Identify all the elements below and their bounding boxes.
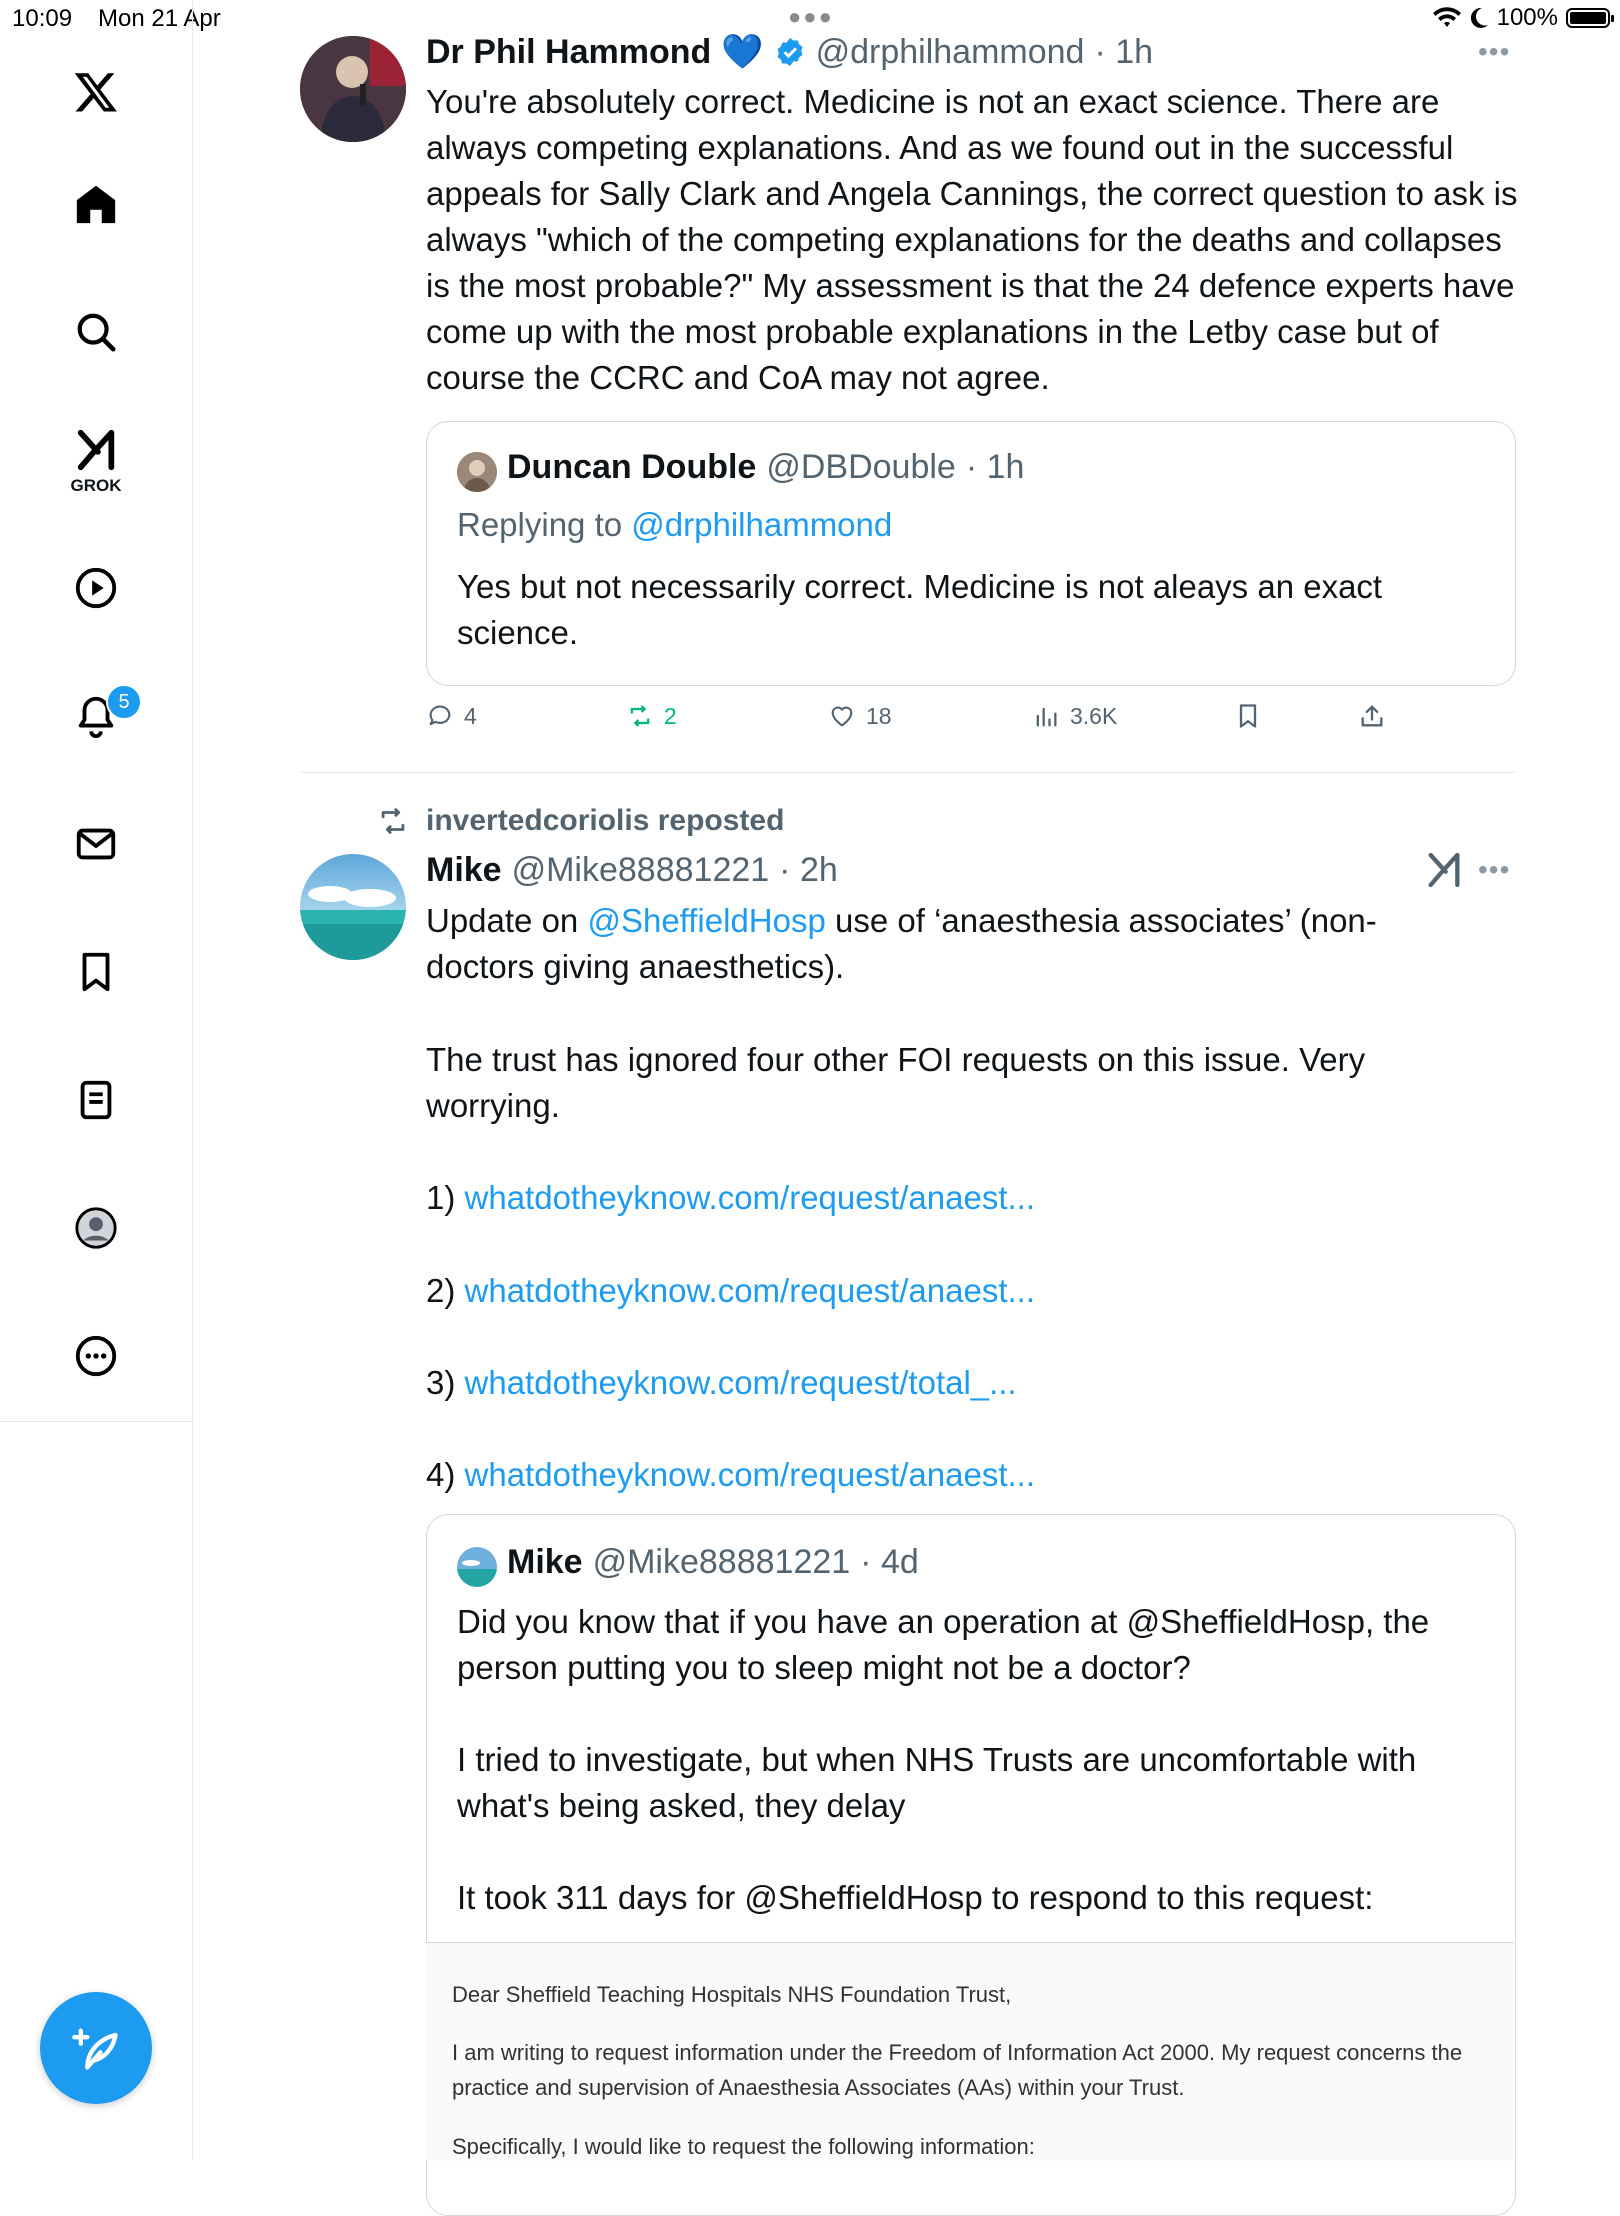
link-number: 2) <box>426 1272 456 1309</box>
link-item-4 <box>426 1452 1035 1498</box>
link-item-3 <box>426 1360 1017 1406</box>
tweet1-actions <box>0 702 1620 742</box>
link-number: 3) <box>426 1364 456 1401</box>
views-count: 3.6K <box>1070 702 1118 729</box>
avatar-drphilhammond[interactable] <box>300 36 406 142</box>
search-icon[interactable] <box>72 308 120 356</box>
sidebar-divider <box>0 1421 192 1422</box>
tweet1-body: You're absolutely correct. Medicine is not an exact science. There are always competing explanations. And as we found out in the successful appeals for Sally Clark and Angela Cannings, the correct question to ask is always "which of the competing explanations for the deaths and collapses is the most probable?" My assessment is that the 24 defence experts have come up with the most probable explanations in the Letby case but of course the CCRC and CoA may not agree. <box>426 83 1518 396</box>
mention-sheffieldhosp[interactable]: @SheffieldHosp <box>587 902 826 939</box>
quote2-handle: @Mike88881221 <box>592 1543 851 1581</box>
avatar-dbdouble <box>457 452 497 492</box>
repost-count: 2 <box>664 702 677 729</box>
link-item-1 <box>426 1175 1035 1221</box>
multitasking-dots-icon[interactable]: ●●● <box>788 4 834 29</box>
lists-icon[interactable] <box>72 1076 120 1124</box>
grok-label: GROK <box>70 476 122 495</box>
compose-button[interactable] <box>40 1992 152 2104</box>
foi-link-4[interactable]: whatdotheyknow.com/request/anaest... <box>464 1456 1036 1493</box>
tweet2-body <box>426 898 1526 990</box>
status-date: Mon 21 Apr <box>98 5 221 32</box>
doc-line-1: Dear Sheffield Teaching Hospitals NHS Foundation Trust, <box>452 1982 1012 2007</box>
quote1-handle: @DBDouble <box>766 448 956 486</box>
tweet1-more-icon[interactable]: ••• <box>1478 36 1511 67</box>
tweet1-time[interactable]: · 1h <box>1094 32 1154 71</box>
quote2-para3: It took 311 days for @SheffieldHosp to respond to this request: <box>457 1879 1374 1916</box>
quote1-replying-to <box>457 506 892 544</box>
tweet2-line1 <box>426 898 1526 944</box>
compose-icon <box>70 2022 122 2074</box>
repost-context[interactable] <box>376 804 784 838</box>
foi-link-2[interactable]: whatdotheyknow.com/request/anaest... <box>464 1272 1036 1309</box>
like-count: 18 <box>866 702 892 729</box>
grok-icon[interactable] <box>72 426 120 474</box>
tweet2-text-post1: use of ‘anaesthesia associates’ (non- <box>825 902 1377 939</box>
foi-link-3[interactable]: whatdotheyknow.com/request/total_... <box>464 1364 1017 1401</box>
tweet1-header <box>426 28 1153 76</box>
quote1-time: · 1h <box>965 448 1025 486</box>
quote2-para2: I tried to investigate, but when NHS Trusts are uncomfortable with what's being asked, they delay <box>457 1741 1417 1824</box>
share-button[interactable] <box>1358 702 1386 730</box>
blue-heart-icon: 💙 <box>721 33 764 71</box>
tweet2-author-name[interactable]: Mike <box>426 850 502 889</box>
repost-icon <box>626 702 654 730</box>
quote1-author-name: Duncan Double <box>507 448 757 486</box>
reply-count: 4 <box>464 702 477 729</box>
avatar-mike[interactable] <box>300 854 406 960</box>
tweet2-handle[interactable]: @Mike88881221 <box>511 850 770 889</box>
tweet1-quote-card[interactable] <box>426 421 1516 686</box>
quote2-header <box>507 1543 919 1582</box>
bookmark-button[interactable] <box>1234 702 1262 730</box>
verified-badge-icon <box>774 36 806 68</box>
home-icon[interactable] <box>72 180 120 228</box>
messages-icon[interactable] <box>72 820 120 868</box>
foi-request-image[interactable] <box>426 1942 1514 2161</box>
link-number: 4) <box>426 1456 456 1493</box>
reply-button[interactable] <box>426 702 477 730</box>
quote2-time: · 4d <box>860 1543 919 1581</box>
wifi-icon <box>1433 7 1461 29</box>
bookmark-icon <box>1234 702 1262 730</box>
tweet1-author-name[interactable]: Dr Phil Hammond <box>426 32 712 71</box>
sidebar <box>0 0 193 2160</box>
status-time: 10:09 <box>12 5 73 32</box>
tweet1-handle[interactable]: @drphilhammond <box>815 32 1085 71</box>
moon-icon <box>1469 7 1489 29</box>
tweet2-time[interactable]: · 2h <box>779 850 838 889</box>
bookmarks-icon[interactable] <box>72 948 120 996</box>
replying-to-handle[interactable]: @drphilhammond <box>631 506 893 543</box>
quote2-para1: Did you know that if you have an operation at @SheffieldHosp, the person putting you to sleep might not be a doctor? <box>457 1603 1430 1686</box>
video-icon[interactable] <box>72 564 120 612</box>
quote1-body: Yes but not necessarily correct. Medicine is not aleays an exact science. <box>457 568 1383 651</box>
grok-explain-icon[interactable] <box>1424 850 1464 890</box>
battery-percent: 100% <box>1496 4 1558 31</box>
link-number: 1) <box>426 1179 456 1216</box>
quote1-header <box>507 448 1024 487</box>
foi-link-1[interactable]: whatdotheyknow.com/request/anaest... <box>464 1179 1036 1216</box>
x-logo-icon[interactable] <box>72 68 120 116</box>
quote2-author-name: Mike <box>507 1543 583 1581</box>
views-icon <box>1032 702 1060 730</box>
notifications-badge: 5 <box>106 684 142 720</box>
doc-line-2: I am writing to request information under the Freedom of Information Act 2000. My request concerns the practice and supervision of Anaesthesia Associates (AAs) within your Trust. <box>452 2040 1463 2100</box>
tweet2-para2: The trust has ignored four other FOI requests on this issue. Very worrying. <box>426 1041 1366 1124</box>
profile-icon[interactable] <box>72 1204 120 1252</box>
tweet2-header <box>426 846 838 894</box>
reply-icon <box>426 702 454 730</box>
avatar-mike-small <box>457 1547 497 1587</box>
like-button[interactable] <box>828 702 892 730</box>
tweet-divider <box>300 772 1516 773</box>
doc-line-3: Specifically, I would like to request the following information: <box>452 2134 1035 2159</box>
replying-to-label: Replying to <box>457 506 623 543</box>
more-icon[interactable] <box>72 1332 120 1380</box>
repost-icon <box>376 804 410 838</box>
battery-icon <box>1566 8 1610 28</box>
link-item-2 <box>426 1268 1035 1314</box>
repost-label: invertedcoriolis reposted <box>426 804 785 837</box>
tweet2-more-icon[interactable]: ••• <box>1478 854 1511 885</box>
repost-button[interactable] <box>626 702 677 730</box>
tweet2-text-pre: Update on <box>426 902 579 939</box>
tweet2-line2: doctors giving anaesthetics). <box>426 948 845 985</box>
share-icon <box>1358 702 1386 730</box>
heart-icon <box>828 702 856 730</box>
views-button[interactable] <box>1032 702 1117 730</box>
